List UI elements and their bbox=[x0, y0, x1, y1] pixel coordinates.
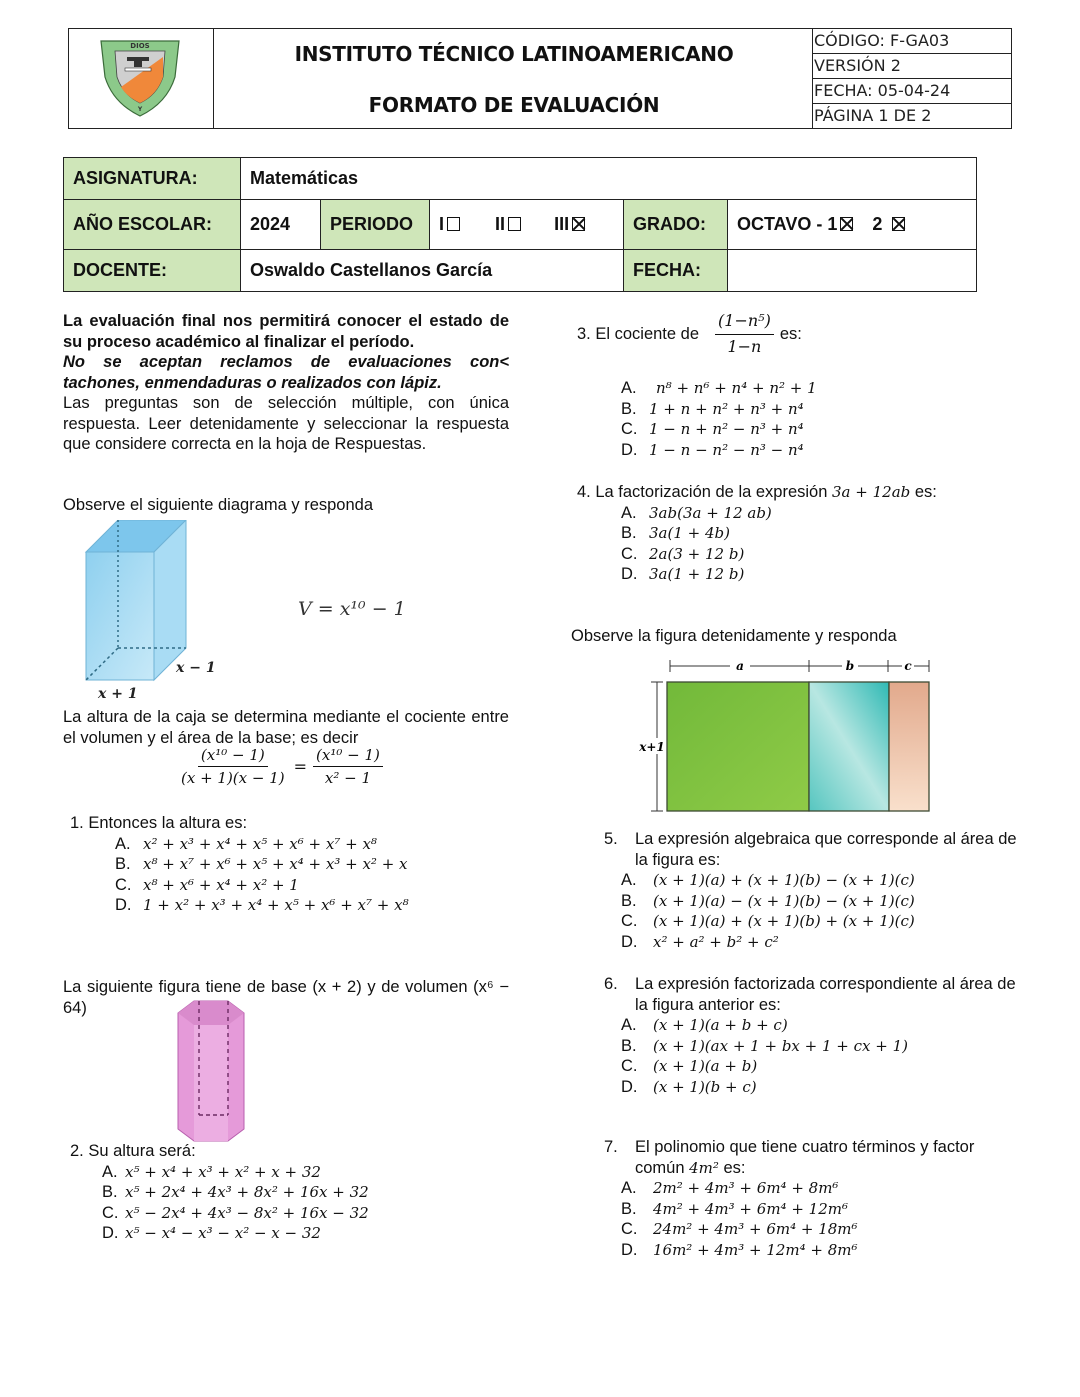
date-field: FECHA: 05-04-24 bbox=[813, 79, 1011, 104]
section2-instruction: Observe la figura detenidamente y responda bbox=[571, 627, 897, 645]
question-2-intro: La siguiente figura tiene de base (x + 2) y de volumen (x⁶ − 64) bbox=[63, 978, 509, 1017]
option-6d[interactable]: D. (x + 1)(b + c) bbox=[621, 1077, 757, 1096]
svg-text:a: a bbox=[736, 659, 744, 673]
section1-instruction: Observe el siguiente diagrama y responda bbox=[63, 496, 374, 514]
year-label: AÑO ESCOLAR: bbox=[64, 200, 241, 250]
svg-text:c: c bbox=[904, 659, 912, 673]
svg-text:Y: Y bbox=[137, 106, 143, 113]
question-5: 5. La expresión algebraica que corresponde al área de la figura es: A. (x + 1)(a) + (x + 1)(b) − (x + 1)(c) B. (x + 1)(a) − (x + 1)(b) − (x + 1)(c) C. (x + 1)(a) + (x + 1)(b) + (x + 1)(c) D. x² + a² + b² + c² bbox=[604, 829, 1024, 952]
date-value[interactable] bbox=[728, 250, 977, 292]
hexagonal-prism-diagram bbox=[172, 997, 252, 1145]
option-3c[interactable]: C. 1 − n + n² − n³ + n⁴ bbox=[621, 420, 804, 438]
option-3b[interactable]: B. 1 + n + n² + n³ + n⁴ bbox=[621, 399, 804, 418]
question-1: 1. Entonces la altura es: A. x² + x³ + x⁴ + x⁵ + x⁶ + x⁷ + x⁸ B. x⁸ + x⁷ + x⁶ + x⁵ + x⁴ + x³ + x² + x C. x⁸ + x⁶ + x⁴ + x² + 1 D. 1 + x² + x³ + x⁴ + x⁵ + x⁶ + x⁷ + x⁸ bbox=[70, 814, 409, 914]
option-4a[interactable]: A. 3ab(3a + 12 ab) bbox=[621, 503, 772, 522]
option-7b[interactable]: B. 4m² + 4m³ + 6m⁴ + 12m⁶ bbox=[621, 1199, 848, 1218]
option-3a[interactable]: A. n⁸ + n⁶ + n⁴ + n² + 1 bbox=[621, 379, 817, 397]
volume-formula: V = x¹⁰ − 1 bbox=[298, 598, 406, 620]
option-1d[interactable]: D. 1 + x² + x³ + x⁴ + x⁵ + x⁶ + x⁷ + x⁸ bbox=[115, 896, 409, 914]
section1-explanation: La altura de la caja se determina mediante el cociente entre el volumen y el área de la base; es decir bbox=[63, 708, 509, 747]
option-1a[interactable]: A. x² + x³ + x⁴ + x⁵ + x⁶ + x⁷ + x⁸ bbox=[115, 834, 377, 853]
question-6: 6. La expresión factorizada correspondiente al área de la figura anterior es: A. (x + 1)(a + b + c) B. (x + 1)(ax + 1 + bx + 1 + cx + 1) C. (x + 1)(a + b) D. (x + 1)(b + c) bbox=[604, 974, 1024, 1097]
svg-text:DIOS: DIOS bbox=[130, 42, 150, 50]
option-7a[interactable]: A. 2m² + 4m³ + 6m⁴ + 8m⁶ bbox=[621, 1179, 839, 1197]
svg-text:x + 1: x + 1 bbox=[98, 686, 138, 702]
question-7: 7. El polinomio que tiene cuatro términos y factor común 4m² es: A. 2m² + 4m³ + 6m⁴ + 8m⁶ B. 4m² + 4m³ + 6m⁴ + 12m⁶ C. 24m² + 4m³ + 6m⁴ + 18m⁶ D. 16m² + 4m³ + 12m⁴ + 8m⁶ bbox=[604, 1137, 1024, 1260]
option-6c[interactable]: C. (x + 1)(a + b) bbox=[621, 1057, 758, 1075]
option-1c[interactable]: C. x⁸ + x⁶ + x⁴ + x² + 1 bbox=[115, 875, 299, 894]
period-i-checkbox[interactable] bbox=[447, 217, 460, 231]
grade-1-checkbox[interactable] bbox=[840, 217, 853, 231]
question-3-stem: 3. El cociente de $\frac{\text{(1−n⁵)}}{1-n}$ es: bbox=[577, 311, 802, 356]
option-1b[interactable]: B. x⁸ + x⁷ + x⁶ + x⁵ + x⁴ + x³ + x² + x bbox=[115, 855, 408, 873]
option-6b[interactable]: B. (x + 1)(ax + 1 + bx + 1 + cx + 1) bbox=[621, 1036, 908, 1055]
height-formula: $\frac{\text{(x¹⁰ − 1)}}{(x + 1)(x - 1)}$ = $\frac{\text{(x¹⁰ − 1)}}{\text{x² − 1}}$ bbox=[178, 746, 383, 787]
date-label: FECHA: bbox=[624, 250, 728, 292]
period-iii-checkbox[interactable] bbox=[572, 217, 585, 231]
option-7d[interactable]: D. 16m² + 4m³ + 12m⁴ + 8m⁶ bbox=[621, 1240, 858, 1259]
grade-2-checkbox[interactable] bbox=[892, 217, 905, 231]
period-label: PERIODO bbox=[321, 200, 430, 250]
rectangular-prism-diagram bbox=[80, 520, 230, 705]
question-3-options bbox=[621, 378, 817, 460]
option-7c[interactable]: C. 24m² + 4m³ + 6m⁴ + 18m⁶ bbox=[621, 1220, 858, 1238]
option-2c[interactable]: C. x⁵ − 2x⁴ + 4x³ − 8x² + 16x − 32 bbox=[102, 1203, 369, 1222]
intro-purpose: La evaluación final nos permitirá conocer el estado de su proceso académico al finalizar el período. bbox=[63, 312, 509, 351]
option-4b[interactable]: B. 3a(1 + 4b) bbox=[621, 524, 730, 542]
intro-rules: Las preguntas son de selección múltiple, con única respuesta. Leer detenidamente y seleccionar la respuesta que considere correcta en la hoja de Respuestas. bbox=[63, 394, 509, 453]
svg-text:x − 1: x − 1 bbox=[176, 660, 216, 676]
grade-options: OCTAVO - 1 2 bbox=[728, 200, 977, 250]
intro-warning: No se aceptan reclamos de evaluaciones con< tachones, enmendaduras o realizados con lápiz. bbox=[63, 353, 509, 392]
subject-value: Matemáticas bbox=[241, 158, 977, 200]
teacher-label: DOCENTE: bbox=[64, 250, 241, 292]
svg-text:x+1: x+1 bbox=[639, 740, 665, 754]
period-options: I II III bbox=[430, 200, 624, 250]
option-2a[interactable]: A. x⁵ + x⁴ + x³ + x² + x + 32 bbox=[102, 1162, 321, 1181]
option-5c[interactable]: C. (x + 1)(a) + (x + 1)(b) + (x + 1)(c) bbox=[621, 912, 915, 930]
school-crest-icon bbox=[97, 37, 183, 119]
option-2d[interactable]: D. x⁵ − x⁴ − x³ − x² − x − 32 bbox=[102, 1224, 321, 1242]
option-5b[interactable]: B. (x + 1)(a) − (x + 1)(b) − (x + 1)(c) bbox=[621, 891, 915, 910]
period-ii-checkbox[interactable] bbox=[508, 217, 521, 231]
teacher-value: Oswaldo Castellanos García bbox=[241, 250, 624, 292]
option-3d[interactable]: D. 1 − n − n² − n³ − n⁴ bbox=[621, 440, 804, 459]
svg-text:b: b bbox=[845, 659, 855, 673]
info-table bbox=[63, 157, 977, 292]
institution-name: INSTITUTO TÉCNICO LATINOAMERICANO bbox=[294, 42, 734, 66]
document-header bbox=[68, 28, 1012, 129]
page-field: PÁGINA 1 DE 2 bbox=[814, 106, 932, 125]
option-4c[interactable]: C. 2a(3 + 12 b) bbox=[621, 544, 745, 563]
subject-label: ASIGNATURA: bbox=[64, 158, 241, 200]
logo-cell bbox=[69, 29, 214, 128]
instructions bbox=[63, 311, 509, 455]
grade-label: GRADO: bbox=[624, 200, 728, 250]
option-5d[interactable]: D. x² + a² + b² + c² bbox=[621, 932, 779, 951]
option-5a[interactable]: A. (x + 1)(a) + (x + 1)(b) − (x + 1)(c) bbox=[621, 871, 915, 889]
format-title: FORMATO DE EVALUACIÓN bbox=[368, 93, 660, 117]
option-6a[interactable]: A. (x + 1)(a + b + c) bbox=[621, 1016, 788, 1034]
document-meta bbox=[812, 29, 1011, 128]
title-cell bbox=[214, 29, 814, 128]
version-field: VERSIÓN 2 bbox=[813, 54, 1011, 79]
option-4d[interactable]: D. 3a(1 + 12 b) bbox=[621, 565, 745, 583]
code-field: CÓDIGO: F-GA03 bbox=[813, 29, 1011, 54]
question-2: 2. Su altura será: A. x⁵ + x⁴ + x³ + x² + x + 32 B. x⁵ + 2x⁴ + 4x³ + 8x² + 16x + 32 C. x⁵ − 2x⁴ + 4x³ − 8x² + 16x − 32 D. x⁵ − x⁴ − x³ − x² − x − 32 bbox=[70, 1142, 369, 1242]
year-value: 2024 bbox=[241, 200, 321, 250]
option-2b[interactable]: B. x⁵ + 2x⁴ + 4x³ + 8x² + 16x + 32 bbox=[102, 1183, 369, 1201]
area-rectangle-diagram bbox=[634, 656, 934, 816]
question-4: 4. La factorización de la expresión 3a + 12ab es: A. 3ab(3a + 12 ab) B. 3a(1 + 4b) C. 2a(3 + 12 b) D. 3a(1 + 12 b) bbox=[577, 483, 937, 583]
